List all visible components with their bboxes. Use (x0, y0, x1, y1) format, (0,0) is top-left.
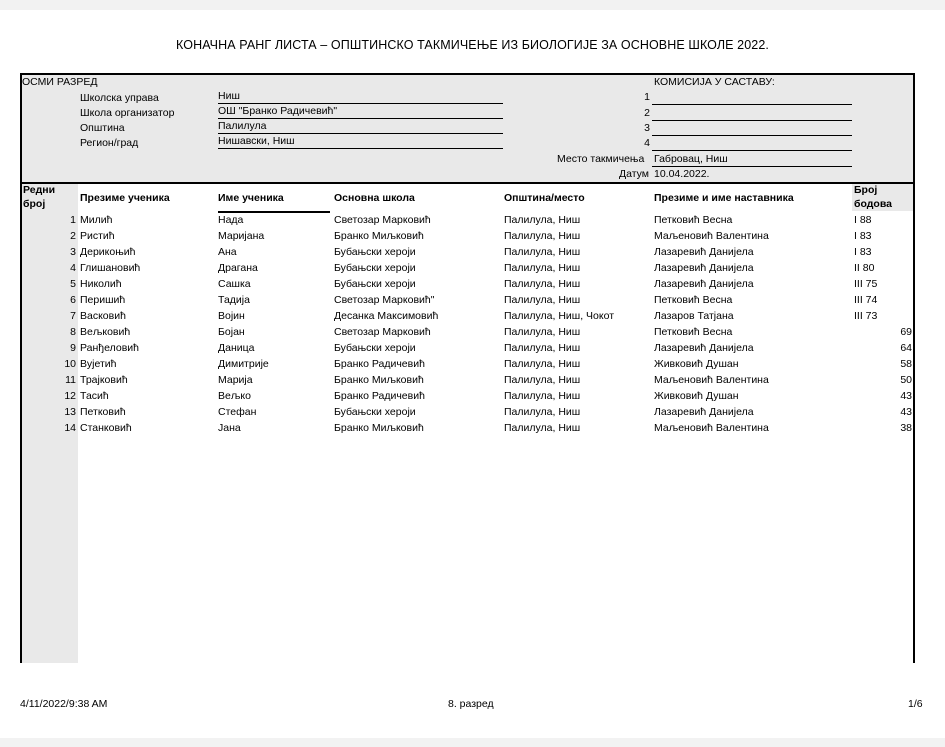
cell-school: Десанка Максимовић (334, 310, 439, 322)
cell-teacher: Лазаревић Данијела (654, 278, 754, 290)
cell-points: 58 (900, 358, 912, 370)
cell-surname: Глишановић (80, 262, 141, 274)
school-admin-value: Ниш (218, 90, 240, 102)
cell-municipality: Палилула, Ниш (504, 262, 581, 274)
cell-municipality: Палилула, Ниш (504, 422, 581, 434)
date-label: Датум (619, 168, 649, 180)
cell-name: Тадија (218, 294, 250, 306)
cell-teacher: Петковић Весна (654, 214, 733, 226)
cell-school: Светозар Марковић (334, 326, 431, 338)
table-right-border (913, 73, 915, 663)
cell-surname: Милић (80, 214, 113, 226)
cell-surname: Ристић (80, 230, 115, 242)
cell-rank: 5 (70, 278, 76, 290)
cell-school: Бранко Радичевић (334, 358, 425, 370)
cell-surname: Трајковић (80, 374, 128, 386)
cell-school: Бранко Миљковић (334, 422, 424, 434)
cell-school: Бранко Миљковић (334, 230, 424, 242)
cell-teacher: Живковић Душан (654, 358, 739, 370)
cell-municipality: Палилула, Ниш (504, 294, 581, 306)
cell-name: Вељко (218, 390, 251, 402)
cell-name: Нада (218, 214, 244, 226)
municipality-label: Општина (80, 122, 125, 134)
cell-rank: 12 (64, 390, 76, 402)
cell-surname: Петковић (80, 406, 126, 418)
cell-rank: 2 (70, 230, 76, 242)
cell-award: I 88 (854, 214, 872, 226)
cell-municipality: Палилула, Ниш (504, 246, 581, 258)
cell-name: Даница (218, 342, 255, 354)
cell-school: Бубањски хероји (334, 278, 416, 290)
cell-teacher: Лазаревић Данијела (654, 406, 754, 418)
school-admin-underline (218, 103, 503, 104)
cell-rank: 10 (64, 358, 76, 370)
cell-name: Ана (218, 246, 237, 258)
school-admin-label: Школска управа (80, 92, 159, 104)
cell-rank: 7 (70, 310, 76, 322)
cell-municipality: Палилула, Ниш (504, 342, 581, 354)
cell-school: Бубањски хероји (334, 406, 416, 418)
cell-surname: Перишић (80, 294, 126, 306)
cell-municipality: Палилула, Ниш (504, 326, 581, 338)
cell-teacher: Петковић Весна (654, 294, 733, 306)
column-header-points: Број (854, 184, 878, 196)
cell-points: 64 (900, 342, 912, 354)
cell-rank: 6 (70, 294, 76, 306)
cell-surname: Васковић (80, 310, 126, 322)
region-label: Регион/град (80, 137, 139, 149)
cell-school: Бранко Радичевић (334, 390, 425, 402)
header-divider (20, 182, 915, 184)
cell-school: Светозар Марковић" (334, 294, 435, 306)
commission-member-line (652, 104, 852, 105)
cell-award: I 83 (854, 230, 872, 242)
date-value: 10.04.2022. (654, 168, 710, 180)
cell-municipality: Палилула, Ниш (504, 406, 581, 418)
name-header-underline (218, 211, 330, 213)
column-header-name: Име ученика (218, 192, 284, 204)
organizer-label: Школа организатор (80, 107, 175, 119)
column-header-municipality: Општина/место (504, 192, 585, 204)
organizer-underline (218, 118, 503, 119)
place-underline (652, 166, 852, 167)
cell-rank: 1 (70, 214, 76, 226)
cell-teacher: Живковић Душан (654, 390, 739, 402)
cell-school: Бубањски хероји (334, 342, 416, 354)
municipality-underline (218, 133, 503, 134)
cell-teacher: Лазаров Татјана (654, 310, 734, 322)
cell-school: Бубањски хероји (334, 262, 416, 274)
cell-name: Стефан (218, 406, 257, 418)
column-header-rank: број (23, 198, 46, 210)
column-header-rank: Редни (23, 184, 56, 196)
cell-surname: Вујетић (80, 358, 117, 370)
cell-school: Бубањски хероји (334, 246, 416, 258)
cell-surname: Тасић (80, 390, 109, 402)
municipality-value: Палилула (218, 120, 267, 132)
cell-name: Сашка (218, 278, 251, 290)
cell-name: Јана (218, 422, 241, 434)
cell-municipality: Палилула, Ниш (504, 358, 581, 370)
footer-datetime: 4/11/2022/9:38 AM (20, 698, 108, 710)
column-header-surname: Презиме ученика (80, 192, 170, 204)
cell-teacher: Маљеновић Валентина (654, 374, 769, 386)
cell-school: Светозар Марковић (334, 214, 431, 226)
cell-award: I 83 (854, 246, 872, 258)
column-header-school: Основна школа (334, 192, 415, 204)
cell-points: 43 (900, 406, 912, 418)
cell-municipality: Палилула, Ниш (504, 374, 581, 386)
region-underline (218, 148, 503, 149)
commission-member-line (652, 120, 852, 121)
cell-rank: 13 (64, 406, 76, 418)
cell-surname: Ранђеловић (80, 342, 139, 354)
cell-school: Бранко Миљковић (334, 374, 424, 386)
commission-member-number: 4 (644, 137, 650, 149)
cell-name: Драгана (218, 262, 258, 274)
cell-points: 50 (900, 374, 912, 386)
cell-name: Маријана (218, 230, 265, 242)
commission-member-line (652, 150, 852, 151)
cell-rank: 11 (65, 374, 76, 386)
place-value: Габровац, Ниш (654, 153, 728, 165)
cell-municipality: Палилула, Ниш, Чокот (504, 310, 614, 322)
cell-points: 69 (900, 326, 912, 338)
footer-sheet-name: 8. разред (448, 698, 494, 710)
cell-municipality: Палилула, Ниш (504, 278, 581, 290)
cell-teacher: Петковић Весна (654, 326, 733, 338)
column-header-teacher: Презиме и име наставника (654, 192, 794, 204)
cell-points: 43 (900, 390, 912, 402)
organizer-value: ОШ "Бранко Радичевић" (218, 105, 338, 117)
cell-teacher: Лазаревић Данијела (654, 246, 754, 258)
footer-page-number: 1/6 (908, 698, 923, 710)
commission-member-line (652, 135, 852, 136)
cell-points: 38 (900, 422, 912, 434)
cell-teacher: Лазаревић Данијела (654, 262, 754, 274)
cell-name: Бојан (218, 326, 245, 338)
cell-teacher: Маљеновић Валентина (654, 230, 769, 242)
cell-name: Војин (218, 310, 245, 322)
cell-name: Димитрије (218, 358, 269, 370)
cell-rank: 14 (64, 422, 76, 434)
cell-municipality: Палилула, Ниш (504, 214, 581, 226)
commission-member-number: 2 (644, 107, 650, 119)
cell-surname: Николић (80, 278, 122, 290)
cell-rank: 9 (70, 342, 76, 354)
region-value: Нишавски, Ниш (218, 135, 295, 147)
cell-surname: Вељковић (80, 326, 131, 338)
cell-rank: 4 (70, 262, 76, 274)
commission-member-number: 1 (644, 91, 650, 103)
cell-municipality: Палилула, Ниш (504, 390, 581, 402)
page-title: КОНАЧНА РАНГ ЛИСТА – ОПШТИНСКО ТАКМИЧЕЊЕ ИЗ БИОЛОГИЈЕ ЗА ОСНОВНЕ ШКОЛЕ 2022. (176, 38, 769, 52)
cell-award: II 80 (854, 262, 875, 274)
grade-label: ОСМИ РАЗРЕД (22, 76, 98, 88)
place-label: Место такмичења (557, 153, 645, 165)
cell-name: Марија (218, 374, 253, 386)
ranking-table (20, 73, 915, 663)
cell-award: III 75 (854, 278, 878, 290)
cell-rank: 3 (70, 246, 76, 258)
cell-municipality: Палилула, Ниш (504, 230, 581, 242)
cell-surname: Дерикоњић (80, 246, 136, 258)
cell-surname: Станковић (80, 422, 132, 434)
column-header-points: бодова (854, 198, 892, 210)
cell-award: III 74 (854, 294, 878, 306)
commission-label: КОМИСИЈА У САСТАВУ: (654, 76, 775, 88)
cell-rank: 8 (70, 326, 76, 338)
cell-teacher: Лазаревић Данијела (654, 342, 754, 354)
commission-member-number: 3 (644, 122, 650, 134)
cell-award: III 73 (854, 310, 878, 322)
table-top-border (20, 73, 915, 75)
cell-teacher: Маљеновић Валентина (654, 422, 769, 434)
